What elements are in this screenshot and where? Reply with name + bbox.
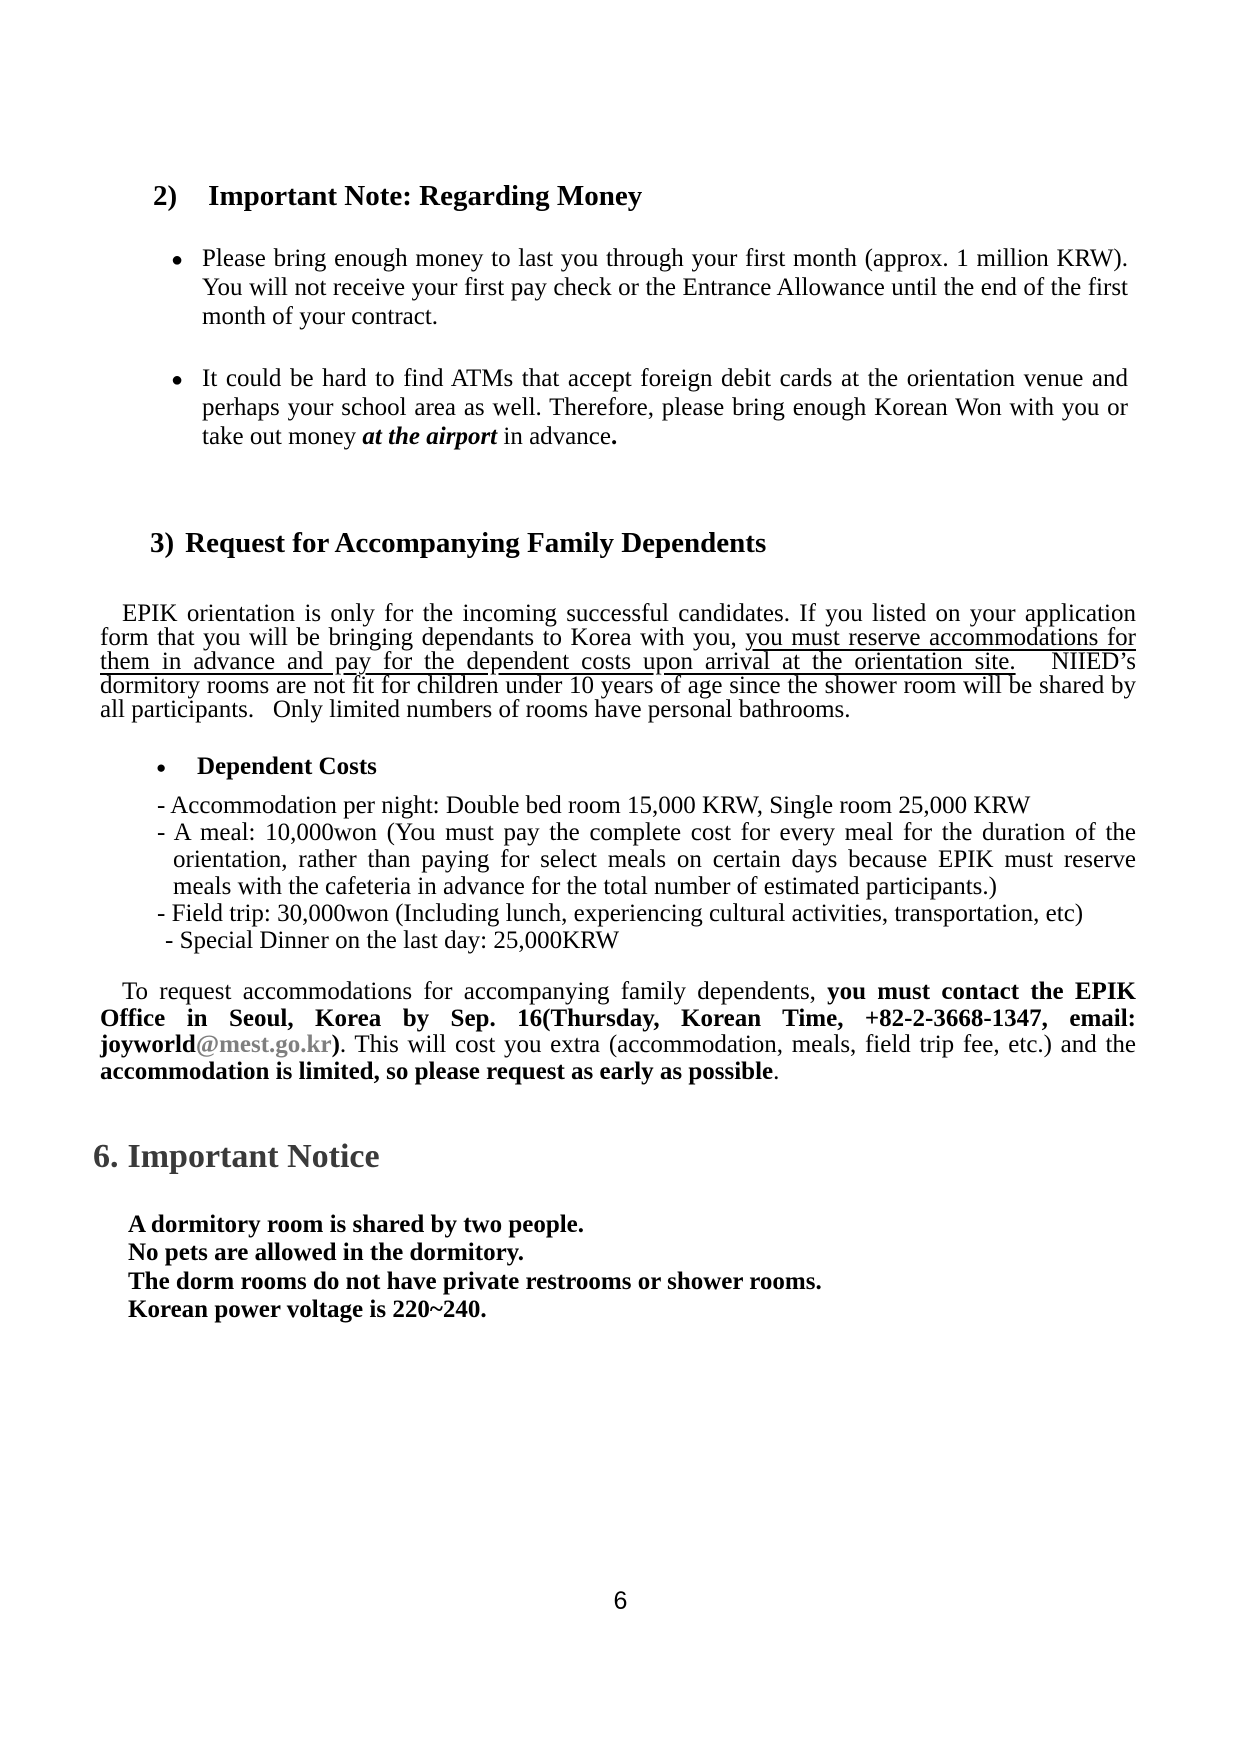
page-number: 6 bbox=[613, 1587, 628, 1615]
bullet-icon: ● bbox=[156, 758, 167, 777]
bullet-icon: ● bbox=[171, 249, 184, 271]
list-item: - Field trip: 30,000won (Including lunch, experiencing cultural activities, transportation, etc) bbox=[157, 900, 1084, 927]
paragraph-text: . This will cost you extra (accommodation, meals, field trip fee, etc.) and the bbox=[339, 1031, 1136, 1058]
bullet-text-period: . bbox=[610, 423, 618, 450]
paragraph-underlined-text: you must reserve accommodations for them in advance and pay for the dependent costs upon arrival at the orientation site. bbox=[100, 624, 1137, 675]
heading-text: Request for Accompanying Family Dependents bbox=[185, 527, 767, 559]
list-item: A dormitory room is shared by two people. bbox=[128, 1211, 585, 1238]
request-paragraph bbox=[100, 979, 1136, 1085]
section-heading-money bbox=[153, 180, 642, 213]
bullet-icon: ● bbox=[171, 369, 184, 391]
list-item: No pets are allowed in the dormitory. bbox=[128, 1239, 525, 1267]
dependent-costs-heading bbox=[156, 752, 377, 781]
list-item bbox=[171, 244, 1128, 331]
section-heading-notice bbox=[93, 1138, 380, 1176]
notice-list bbox=[128, 1211, 822, 1324]
list-item bbox=[171, 364, 1128, 451]
paragraph-bold-text: accommodation is limited, so please request as early as possible bbox=[100, 1057, 774, 1085]
heading-text: Important Note: Regarding Money bbox=[208, 180, 643, 212]
bullet-text: Please bring enough money to last you through your first month (approx. 1 million KRW). You will not receive your first pay check or the Entrance Allowance until the end of the first month of your contract. bbox=[202, 245, 1128, 330]
list-item: - Special Dinner on the last day: 25,000KRW bbox=[165, 927, 620, 954]
paragraph-text: To request accommodations for accompanying family dependents, bbox=[122, 978, 828, 1005]
heading-text: Dependent Costs bbox=[197, 753, 377, 780]
list-item: Korean power voltage is 220~240. bbox=[128, 1295, 487, 1323]
bullet-text: It could be hard to find ATMs that accept foreign debit cards at the orientation venue and perhaps your school area as well. Therefore, please bring enough Korean Won with you or take out money bbox=[202, 365, 1128, 450]
paragraph-text: NIIED’s dormitory rooms are not fit for children under 10 years of age since the shower room will be shared by all participants. Only limited numbers of rooms have personal bathrooms. bbox=[100, 648, 1136, 723]
paragraph-text: EPIK orientation is only for the incoming successful candidates. If you listed on your application form that you will be bringing dependants to Korea with you, bbox=[100, 600, 1136, 651]
heading-text: Important Notice bbox=[127, 1138, 380, 1175]
paragraph-bold-text: you must contact the EPIK Office in Seoul, Korea by Sep. 16(Thursday, Korean Time, +82-2-3668-1347, email: joyworld bbox=[100, 978, 1136, 1058]
list-item: The dorm rooms do not have private restrooms or shower rooms. bbox=[128, 1267, 822, 1295]
heading-number: 2) bbox=[153, 180, 178, 212]
email-address: @mest.go.kr bbox=[195, 1031, 332, 1058]
bullet-text-bold-italic: at the airport bbox=[362, 423, 498, 450]
paragraph-bold-text: ) bbox=[331, 1031, 340, 1058]
list-item: - A meal: 10,000won (You must pay the complete cost for every meal for the duration of the orientation, rather than paying for select meals on certain days because EPIK must reserve meals with the cafeteria in advance for the total number of estimated participants.) bbox=[157, 819, 1136, 900]
bullet-text: in advance bbox=[497, 423, 611, 450]
paragraph-text: . bbox=[773, 1057, 780, 1085]
heading-number: 6. bbox=[93, 1138, 119, 1175]
dependent-costs-list bbox=[100, 792, 1136, 954]
heading-number: 3) bbox=[150, 527, 175, 559]
section-heading-family bbox=[150, 527, 766, 560]
list-item: - Accommodation per night: Double bed room 15,000 KRW, Single room 25,000 KRW bbox=[157, 792, 1031, 819]
family-intro-paragraph bbox=[100, 602, 1136, 722]
